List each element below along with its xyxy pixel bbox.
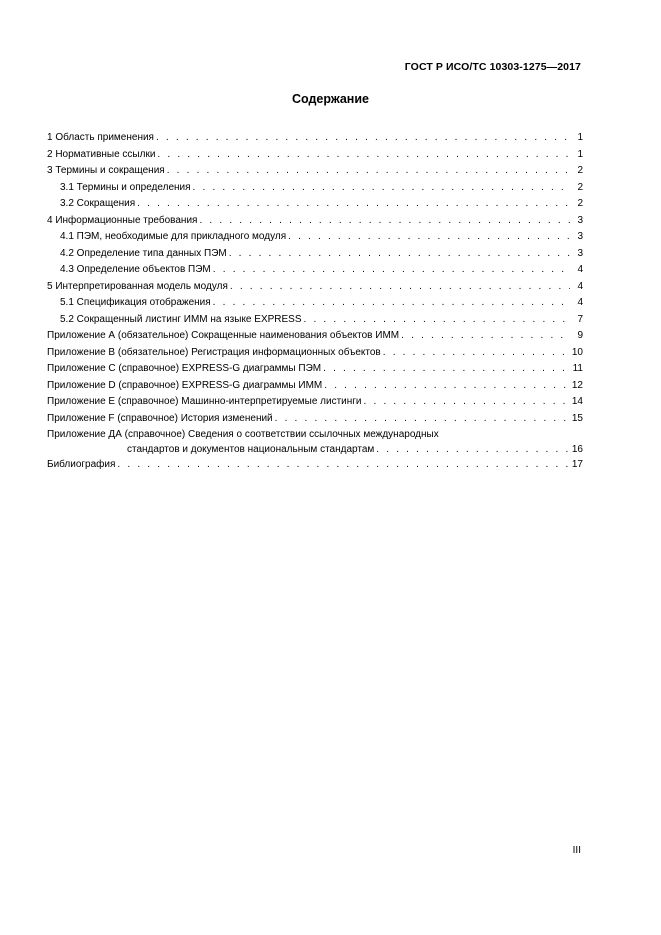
- dot-leader: [288, 229, 570, 246]
- dot-leader: [193, 180, 570, 197]
- dot-leader: [324, 378, 569, 395]
- dot-leader: [156, 130, 570, 147]
- toc-entry-page: 15: [571, 412, 583, 424]
- toc-entry-3[interactable]: [47, 163, 583, 180]
- toc-entry-4[interactable]: [47, 213, 583, 230]
- toc-entry-page: 16: [571, 444, 583, 455]
- toc-entry-page: 4: [577, 264, 583, 275]
- toc-entry-label: 3.2 Сокращения: [60, 198, 136, 209]
- toc-entry-label: Приложение D (справочное) EXPRESS-G диаграммы ИММ: [47, 379, 323, 391]
- dot-leader: [199, 213, 570, 230]
- toc-entry-annex-f[interactable]: [47, 411, 583, 428]
- toc-entry-label: 3 Термины и сокращения: [47, 165, 165, 176]
- toc-entry-page: 1: [577, 132, 583, 143]
- dot-leader: [117, 457, 568, 474]
- toc-entry-5[interactable]: [47, 279, 583, 296]
- toc-entry-label: Приложение А (обязательное) Сокращенные наименования объектов ИММ: [47, 330, 400, 341]
- toc-entry-label: 4.3 Определение объектов ПЭМ: [60, 264, 211, 275]
- toc-entry-label: Приложение С (справочное) EXPRESS-G диаграммы ПЭМ: [47, 363, 322, 374]
- toc-entry-page: 4: [577, 280, 583, 292]
- dot-leader: [401, 328, 570, 345]
- dot-leader: [376, 442, 569, 457]
- toc-entry-bibliography[interactable]: [47, 457, 583, 474]
- toc-entry-label: Приложение F (справочное) История изменений: [47, 412, 273, 424]
- toc-entry-label: 1 Область применения: [47, 132, 154, 143]
- dot-leader: [364, 394, 569, 411]
- dot-leader: [213, 295, 570, 312]
- toc-entry-annex-c[interactable]: [47, 361, 583, 378]
- toc-entry-label-line2: стандартов и документов национальным стандартам: [127, 444, 375, 455]
- toc-entry-annex-b[interactable]: [47, 345, 583, 362]
- toc-entry-page: 12: [571, 379, 583, 391]
- toc-entry-label-line1: Приложение ДА (справочное) Сведения о соответствии ссылочных международных: [47, 429, 439, 440]
- toc-entry-page: 17: [571, 459, 583, 470]
- toc-entry-4-2[interactable]: [47, 246, 583, 263]
- toc-entry-label: Приложение Е (справочное) Машинно-интерпретируемые листинги: [47, 396, 362, 407]
- dot-leader: [275, 411, 569, 428]
- dot-leader: [229, 246, 570, 263]
- toc-entry-5-1[interactable]: [47, 295, 583, 312]
- toc-entry-label: Приложение В (обязательное) Регистрация информационных объектов: [47, 346, 381, 358]
- toc-entry-4-3[interactable]: [47, 262, 583, 279]
- dot-leader: [157, 147, 570, 164]
- toc-entry-label: 4 Информационные требования: [47, 214, 198, 226]
- dot-leader: [230, 279, 570, 296]
- dot-leader: [304, 312, 570, 329]
- toc-entry-annex-da[interactable]: [47, 428, 583, 457]
- toc-entry-1[interactable]: [47, 130, 583, 147]
- dot-leader: [137, 196, 570, 213]
- toc-entry-label: 2 Нормативные ссылки: [47, 148, 156, 160]
- toc-entry-annex-e[interactable]: [47, 394, 583, 411]
- toc-entry-label: 3.1 Термины и определения: [60, 181, 191, 193]
- document-standard-header: ГОСТ Р ИСО/ТС 10303-1275—2017: [404, 61, 581, 73]
- toc-entry-page: 3: [577, 214, 583, 226]
- toc-entry-annex-a[interactable]: [47, 328, 583, 345]
- toc-entry-5-2[interactable]: [47, 312, 583, 329]
- toc-entry-page: 14: [571, 396, 583, 407]
- toc-entry-page: 10: [571, 346, 583, 358]
- toc-entry-annex-d[interactable]: [47, 378, 583, 395]
- page-number: III: [572, 845, 581, 856]
- toc-entry-page: 3: [577, 231, 583, 242]
- dot-leader: [323, 361, 570, 378]
- toc-entry-page: 2: [577, 165, 583, 176]
- toc-entry-label: 5.2 Сокращенный листинг ИММ на языке EXPRESS: [60, 313, 302, 325]
- toc-entry-page: 7: [577, 313, 583, 325]
- toc-entry-label: 5.1 Спецификация отображения: [60, 297, 211, 308]
- toc-entry-continuation: [47, 442, 583, 457]
- toc-entry-2[interactable]: [47, 147, 583, 164]
- toc-entry-page: 2: [577, 181, 583, 193]
- toc-entry-3-1[interactable]: [47, 180, 583, 197]
- dot-leader: [167, 163, 570, 180]
- toc-entry-3-2[interactable]: [47, 196, 583, 213]
- toc-entry-label: Библиография: [47, 459, 116, 470]
- dot-leader: [383, 345, 569, 362]
- toc-entry-page: 4: [577, 297, 583, 308]
- toc-entry-page: 9: [577, 330, 583, 341]
- toc-entry-label: 5 Интерпретированная модель модуля: [47, 280, 228, 292]
- toc-entry-label: 4.1 ПЭМ, необходимые для прикладного модуля: [60, 231, 287, 242]
- toc-entry-label: 4.2 Определение типа данных ПЭМ: [60, 247, 227, 259]
- toc-entry-page: 11: [572, 363, 583, 374]
- toc-entry-page: 1: [577, 148, 583, 160]
- toc-title: Содержание: [291, 92, 369, 106]
- toc-entry-page: 2: [577, 198, 583, 209]
- dot-leader: [213, 262, 570, 279]
- toc-entry-4-1[interactable]: [47, 229, 583, 246]
- toc-entry-page: 3: [577, 247, 583, 259]
- table-of-contents: [47, 130, 583, 474]
